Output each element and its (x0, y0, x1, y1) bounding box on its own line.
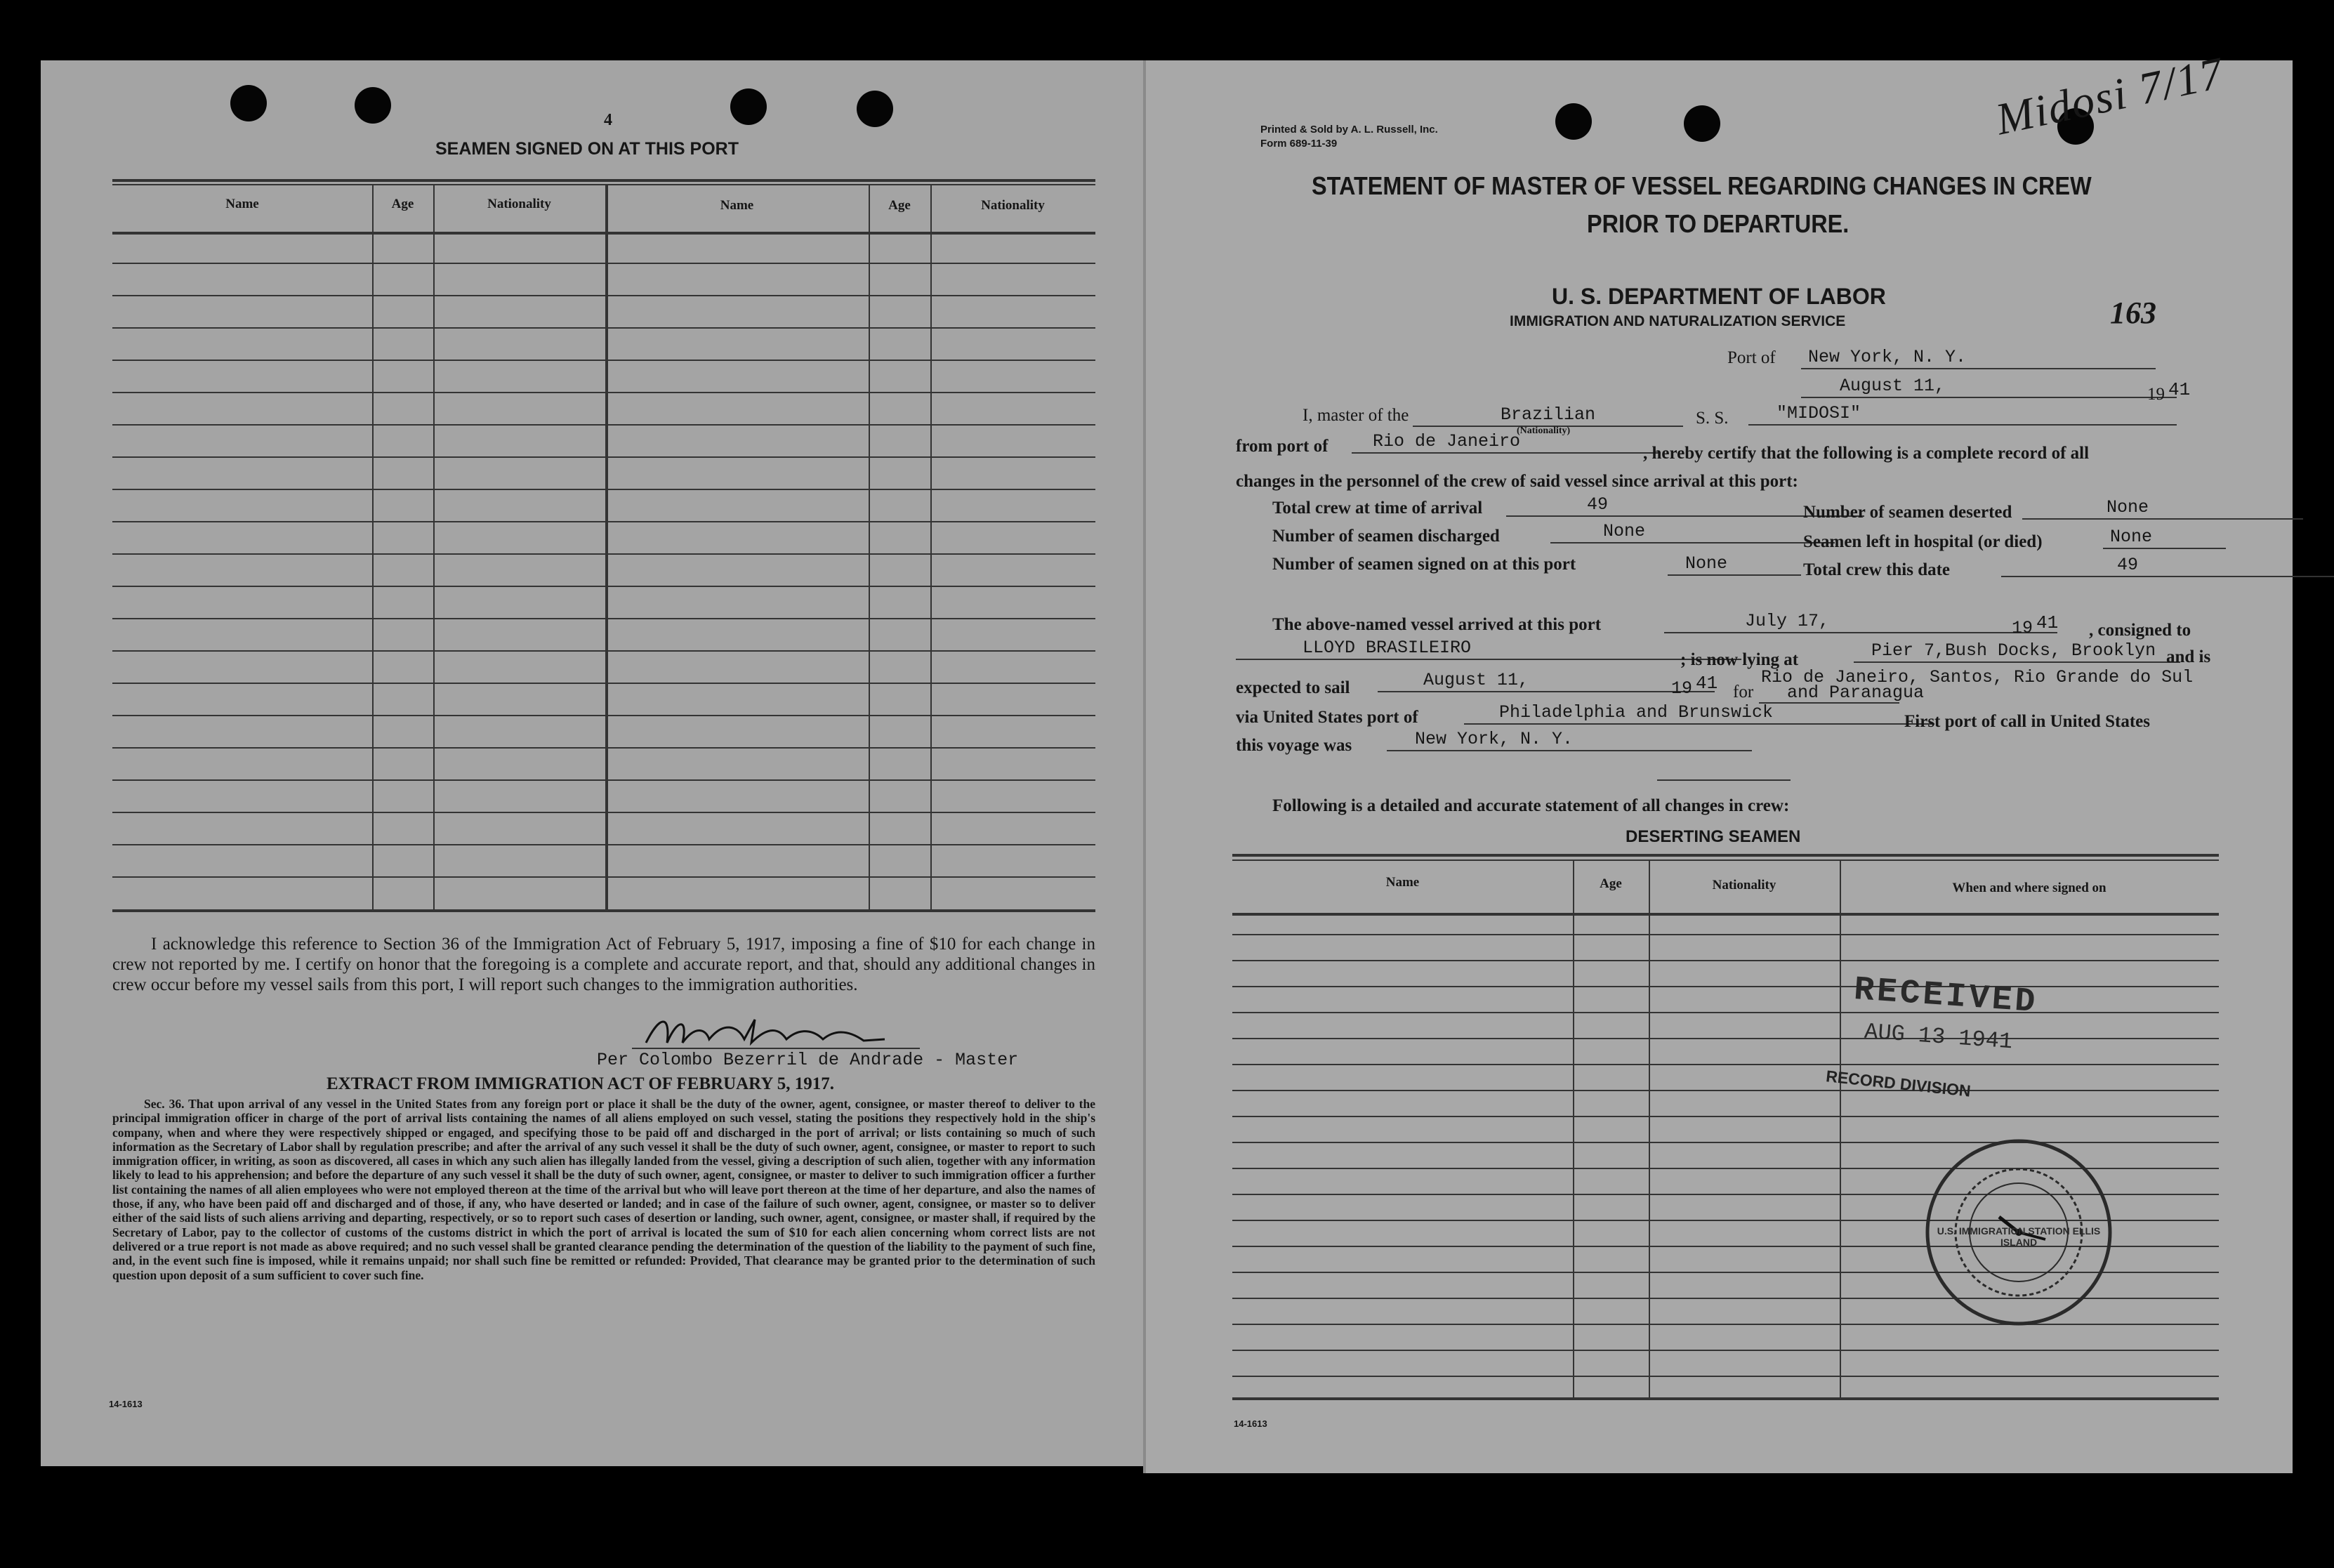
table-header-rule (1232, 913, 2219, 916)
table-row (1232, 960, 2219, 961)
record-division-stamp: RECORD DIVISION (1825, 1067, 1972, 1100)
consignee: LLOYD BRASILEIRO (1236, 638, 1741, 660)
column-divider (930, 184, 932, 909)
punch-hole (230, 85, 267, 121)
ship-name: "MIDOSI" (1748, 403, 2177, 426)
total-crew-arrival-label: Total crew at time of arrival (1272, 499, 1483, 518)
column-header-name: Name (225, 197, 259, 211)
from-port-label: from port of (1236, 437, 1328, 456)
total-crew-date-label: Total crew this date (1803, 560, 1951, 579)
printer-credit: Printed & Sold by A. L. Russell, Inc. (1260, 124, 1438, 136)
form-code: 14-1613 (109, 1399, 143, 1409)
punch-hole (1555, 103, 1592, 140)
title-line-2: PRIOR TO DEPARTURE. (1587, 209, 1850, 238)
table-row (1232, 1350, 2219, 1351)
table-bottom-rule (1232, 1397, 2219, 1400)
voyage-label: this voyage was (1236, 736, 1352, 755)
arrived-value: July 17, (1664, 611, 2057, 633)
year-value: 41 (2168, 379, 2191, 400)
arrived-label: The above-named vessel arrived at this port (1272, 615, 1602, 634)
date-value: August 11, (1801, 376, 2177, 398)
page-number: 4 (604, 111, 612, 129)
master-label: I, master of the (1303, 406, 1409, 425)
table-row (112, 844, 1095, 845)
signature-rule (632, 1048, 920, 1049)
table-row (112, 683, 1095, 684)
signed-on-heading: SEAMEN SIGNED ON AT THIS PORT (435, 139, 739, 159)
hospital-value: None (2103, 527, 2226, 549)
column-header-nationality: Nationality (1712, 878, 1776, 892)
total-crew-date-value: 49 (2001, 555, 2334, 577)
table-row (112, 747, 1095, 749)
received-stamp: RECEIVED (1852, 970, 2040, 1022)
arrived-year-prefix: 19 (2012, 618, 2033, 638)
following-text: Following is a detailed and accurate statement of all changes in crew: (1272, 796, 1790, 815)
table-row (1232, 1090, 2219, 1091)
column-header-age: Age (888, 198, 911, 213)
year-prefix: 19 (2147, 385, 2165, 404)
table-header-rule (112, 232, 1095, 235)
table-row (1232, 1064, 2219, 1065)
and-is-label: and is (2166, 647, 2211, 666)
column-divider (372, 184, 374, 909)
table-top-rule (1232, 854, 2219, 857)
table-row (112, 586, 1095, 587)
discharged-label: Number of seamen discharged (1272, 527, 1500, 546)
punch-hole (1684, 105, 1720, 142)
punch-hole (730, 88, 767, 125)
extract-text: Sec. 36. That upon arrival of any vessel in the United States from any foreign port or place it shall be the duty of the owner, agent, consignee, or master thereof to deliver to the principal immigration officer in charge of the port of arrival lists containing the names of all aliens employed on such vessel, stating the positions they respectively hold in the ship's company, when and where they were respectively shipped or engaged, and specifying those to be paid off and discharged in the port of arrival; or lists containing so much of such information as the Secretary of Labor shall by regulation prescribe; and after the arrival of any such vessel it shall be the duty of such owner, agent, consignee, or master to report to such immigration officer, in writing, as soon as discovered, all cases in which any such alien has illegally landed from the vessel, giving a description of such alien, together with any information likely to lead to his apprehension; and before the departure of any such vessel it shall be the duty of such owner, agent, consignee, or master to deliver to such immigration officer a further list containing the names of all alien employees who were not employed thereon at the time of the arrival but who will leave port thereon at the time of her departure, and also the names of those, if any, who have been paid off and discharged and of those, if any, who have deserted or landed; and in case of the failure of such owner, agent, consignee, or master so to deliver either of the said lists of such aliens arriving and departing, respectively, or so to report such cases of desertion or landing, such owner, agent, consignee, or master shall, if required by the Secretary of Labor, pay to the collector of customs of the customs district in which the port of arrival is located the sum of $10 for each alien concerning whom correct lists are not delivered or a true report is not made as above required; and no such vessel shall be granted clearance pending the determination of the question of the liability to the payment of such fine, and, in the event such fine is imposed, while it remains unpaid; nor shall such fine be remitted or refunded: Provided, That clearance may be granted prior to the determination of such question upon deposit of a sum sufficient to cover such fine. (112, 1097, 1095, 1282)
table-top-rule (112, 184, 1095, 185)
lying-label: ; is now lying at (1680, 650, 1799, 669)
nationality-caption: (Nationality) (1517, 426, 1571, 436)
column-header-nationality: Nationality (981, 198, 1045, 213)
deserted-label: Number of seamen deserted (1803, 503, 2012, 522)
column-header-name: Name (720, 198, 754, 213)
via-label: via United States port of (1236, 708, 1418, 727)
form-code: 14-1613 (1234, 1418, 1267, 1429)
ss-label: S. S. (1696, 409, 1729, 428)
table-row (1232, 1038, 2219, 1039)
acknowledgement-text: I acknowledge this reference to Section 36 of the Immigration Act of February 5, 1917, imposing a fine of $10 for each change in crew not reported by me. I certify on honor that the foregoing is a complete and accurate report, and that, should any additional changes in crew occur before my vessel sails from this port, I will report such changes to the immigration authorities. (112, 935, 1095, 994)
table-row (112, 618, 1095, 619)
table-row (1232, 1116, 2219, 1117)
received-date-stamp: AUG 13 1941 (1863, 1018, 2014, 1055)
table-row (112, 779, 1095, 781)
changes-text: changes in the personnel of the crew of said vessel since arrival at this port: (1236, 472, 1798, 491)
certify-text: , hereby certify that the following is a complete record of all (1643, 444, 2090, 463)
for-label: for (1733, 683, 1754, 701)
via-value: Philadelphia and Brunswick (1464, 702, 1934, 725)
port-value: New York, N. Y. (1801, 347, 2156, 369)
table-row (1232, 986, 2219, 987)
department: U. S. DEPARTMENT OF LABOR (1552, 284, 1886, 309)
signature-line: Per Colombo Bezerril de Andrade - Master (597, 1050, 1019, 1070)
table-row (112, 392, 1095, 393)
handwritten-number: 163 (2110, 296, 2156, 330)
signed-on-label: Number of seamen signed on at this port (1272, 555, 1576, 574)
destination-line-1: Rio de Janeiro, Santos, Rio Grande do Sul (1761, 667, 2194, 687)
table-row (112, 424, 1095, 426)
column-divider (1840, 859, 1841, 1397)
column-divider (605, 184, 608, 909)
column-header-age: Age (391, 197, 414, 211)
deserted-value: None (2022, 497, 2303, 520)
table-top-rule (1232, 859, 2219, 861)
punch-hole (857, 91, 893, 127)
column-header-age: Age (1600, 876, 1622, 891)
table-row (112, 876, 1095, 878)
deserting-heading: DESERTING SEAMEN (1626, 827, 1801, 846)
short-rule (1657, 779, 1791, 781)
table-row (112, 650, 1095, 652)
punch-hole (355, 87, 391, 124)
right-page (1145, 60, 2293, 1473)
expected-value: August 11, (1378, 670, 1715, 692)
table-row (112, 553, 1095, 555)
table-row (112, 263, 1095, 264)
table-row (112, 812, 1095, 813)
table-row (112, 456, 1095, 458)
table-row (112, 295, 1095, 296)
first-port-label: First port of call in United States (1904, 712, 2150, 731)
master-signature (639, 1011, 892, 1053)
discharged-value: None (1550, 521, 1835, 543)
signed-on-value: None (1668, 553, 1801, 576)
table-row (112, 327, 1095, 329)
service: IMMIGRATION AND NATURALIZATION SERVICE (1510, 313, 1846, 329)
form-number: Form 689-11-39 (1260, 138, 1338, 150)
expected-label: expected to sail (1236, 678, 1350, 697)
table-row (1232, 1012, 2219, 1013)
extract-title: EXTRACT FROM IMMIGRATION ACT OF FEBRUARY 5, 1917. (327, 1074, 834, 1093)
port-label: Port of (1727, 348, 1776, 367)
consigned-label: , consigned to (2089, 621, 2191, 640)
column-divider (433, 184, 435, 909)
table-row (112, 360, 1095, 361)
destination-line-2: and Paranagua (1787, 683, 1925, 703)
column-header-nationality: Nationality (487, 197, 551, 211)
column-divider (1649, 859, 1650, 1397)
table-row (112, 715, 1095, 716)
column-header-name: Name (1385, 875, 1420, 890)
voyage-value: New York, N. Y. (1387, 729, 1752, 751)
expected-year-prefix: 19 (1671, 678, 1693, 699)
page-fold (1143, 60, 1146, 1473)
table-top-rule (112, 179, 1095, 182)
title-line-1: STATEMENT OF MASTER OF VESSEL REGARDING CHANGES IN CREW (1312, 171, 2092, 200)
table-bottom-rule (112, 909, 1095, 912)
round-stamp-text: U.S. IMMIGRATION STATION ELLIS ISLAND (1937, 1225, 2101, 1248)
table-row (1232, 1376, 2219, 1377)
table-row (112, 521, 1095, 522)
from-port-value: Rio de Janeiro (1352, 431, 1661, 454)
table-row (1232, 934, 2219, 935)
column-header-signed-on: When and where signed on (1952, 881, 2106, 895)
table-row (112, 489, 1095, 490)
hospital-label: Seamen left in hospital (or died) (1803, 532, 2043, 551)
handwritten-note: Midosi 7/17 (1991, 47, 2229, 145)
expected-year: 41 (1696, 673, 1718, 694)
arrived-year: 41 (2036, 612, 2059, 633)
total-crew-arrival-value: 49 (1506, 494, 1864, 517)
column-divider (869, 184, 870, 909)
nationality-value: Brazilian (1413, 404, 1683, 427)
lying-value: Pier 7,Bush Docks, Brooklyn (1854, 640, 2180, 663)
column-divider (1573, 859, 1574, 1397)
